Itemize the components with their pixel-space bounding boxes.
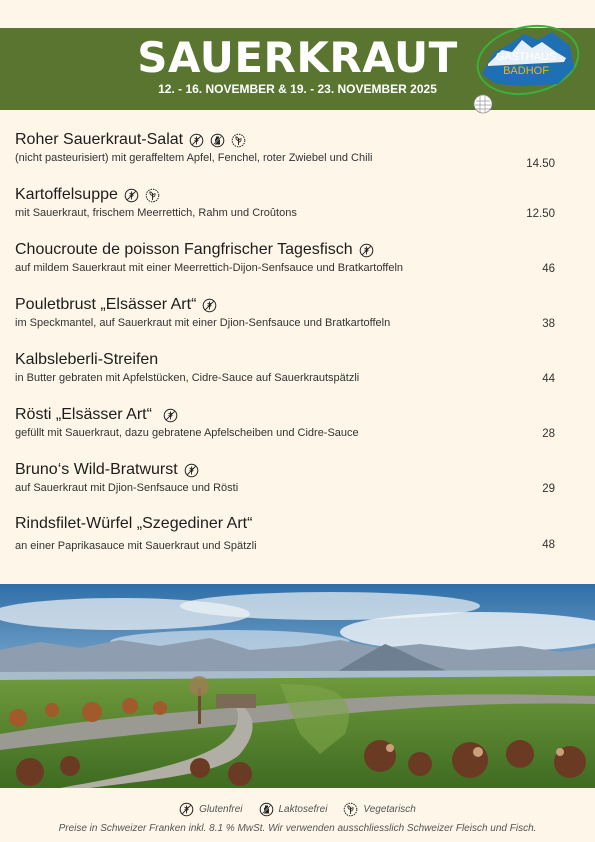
svg-text:BADHOF: BADHOF	[503, 65, 549, 77]
menu-item-description: (nicht pasteurisiert) mit geraffeltem Apfel, Fenchel, roter Zwiebel und Chili	[15, 152, 373, 164]
menu-item-name: Bruno‘s Wild-Bratwurst	[15, 461, 178, 478]
laktosefrei-icon	[210, 133, 225, 148]
legend-label: Vegetarisch	[363, 804, 416, 815]
menu-item-3	[15, 240, 555, 275]
menu-item-description: an einer Paprikasauce mit Sauerkraut und Spätzli	[15, 540, 257, 552]
landscape-photo	[0, 584, 595, 788]
menu-item-name-row	[15, 240, 555, 260]
legend-item-vegetarisch	[343, 802, 415, 817]
menu-item-price: 14.50	[526, 158, 555, 170]
glutenfrei-icon	[202, 298, 217, 313]
menu-item-description: gefüllt mit Sauerkraut, dazu gebratene Apfelscheiben und Cidre-Sauce	[15, 427, 359, 439]
menu-item-description: auf mildem Sauerkraut mit einer Meerrettich-Dijon-Senfsauce und Bratkartoffeln	[15, 262, 404, 274]
glutenfrei-icon	[359, 243, 374, 258]
page-title: SAUERKRAUT	[137, 33, 458, 82]
menu-item-price: 44	[542, 373, 555, 385]
footnote: Preise in Schweizer Franken inkl. 8.1 % MwSt. Wir verwenden ausschliesslich Schweizer Fleisch und Fisch.	[58, 823, 537, 834]
menu-item-8	[15, 514, 555, 553]
legend	[0, 802, 595, 817]
menu-item-price: 38	[542, 318, 555, 330]
menu-item-1	[15, 130, 555, 170]
event-dates: 12. - 16. NOVEMBER & 19. - 23. NOVEMBER 2025	[158, 82, 437, 96]
laktosefrei-icon	[259, 802, 274, 817]
legend-item-laktosefrei	[259, 802, 328, 817]
vegetarisch-icon	[343, 802, 358, 817]
menu-item-name-row	[15, 405, 555, 425]
menu-item-price: 48	[542, 539, 555, 551]
vegetarisch-icon	[145, 188, 160, 203]
menu-item-description: in Butter gebraten mit Apfelstücken, Cidre-Sauce auf Sauerkrautspätzli	[15, 372, 360, 384]
menu-item-name: Kalbsleberli-Streifen	[15, 351, 159, 368]
glutenfrei-icon	[179, 802, 194, 817]
menu-item-4	[15, 295, 555, 330]
menu-item-name: Choucroute de poisson Fangfrischer Tagesfisch	[15, 241, 353, 258]
menu-item-7	[15, 460, 555, 495]
menu-item-name: Pouletbrust „Elsässer Art“	[15, 296, 197, 313]
gasthaus-badhof-logo	[466, 22, 584, 118]
menu-item-name: Rindsfilet-Würfel „Szegediner Art“	[15, 515, 253, 532]
menu-item-name-row	[15, 295, 555, 315]
menu-item-price: 12.50	[526, 208, 555, 220]
menu-item-name-row	[15, 350, 555, 370]
menu-item-price: 29	[542, 483, 555, 495]
menu-item-name-row	[15, 130, 555, 150]
menu-item-price: 46	[542, 263, 555, 275]
menu-item-description: mit Sauerkraut, frischem Meerrettich, Rahm und Croûtons	[15, 207, 297, 219]
legend-item-glutenfrei	[179, 802, 242, 817]
svg-text:GASTHAUS: GASTHAUS	[495, 51, 557, 63]
vegetarisch-icon	[231, 133, 246, 148]
glutenfrei-icon	[163, 408, 178, 423]
menu-item-2	[15, 185, 555, 220]
menu-item-5	[15, 350, 555, 385]
glutenfrei-icon	[184, 463, 199, 478]
legend-label: Laktosefrei	[278, 804, 328, 815]
menu-item-name: Kartoffelsuppe	[15, 186, 118, 203]
glutenfrei-icon	[189, 133, 204, 148]
menu-item-6	[15, 405, 555, 440]
menu-item-name-row	[15, 185, 555, 205]
menu-item-name-row	[15, 460, 555, 480]
menu-item-name: Roher Sauerkraut-Salat	[15, 131, 184, 148]
glutenfrei-icon	[124, 188, 139, 203]
menu-item-price: 28	[542, 428, 555, 440]
menu-item-description: auf Sauerkraut mit Djion-Senfsauce und Rösti	[15, 482, 239, 494]
menu-item-name-row	[15, 514, 555, 534]
legend-label: Glutenfrei	[199, 804, 243, 815]
menu-item-name: Rösti „Elsässer Art“	[15, 406, 152, 423]
menu-item-description: im Speckmantel, auf Sauerkraut mit einer Djion-Senfsauce und Bratkartoffeln	[15, 317, 391, 329]
